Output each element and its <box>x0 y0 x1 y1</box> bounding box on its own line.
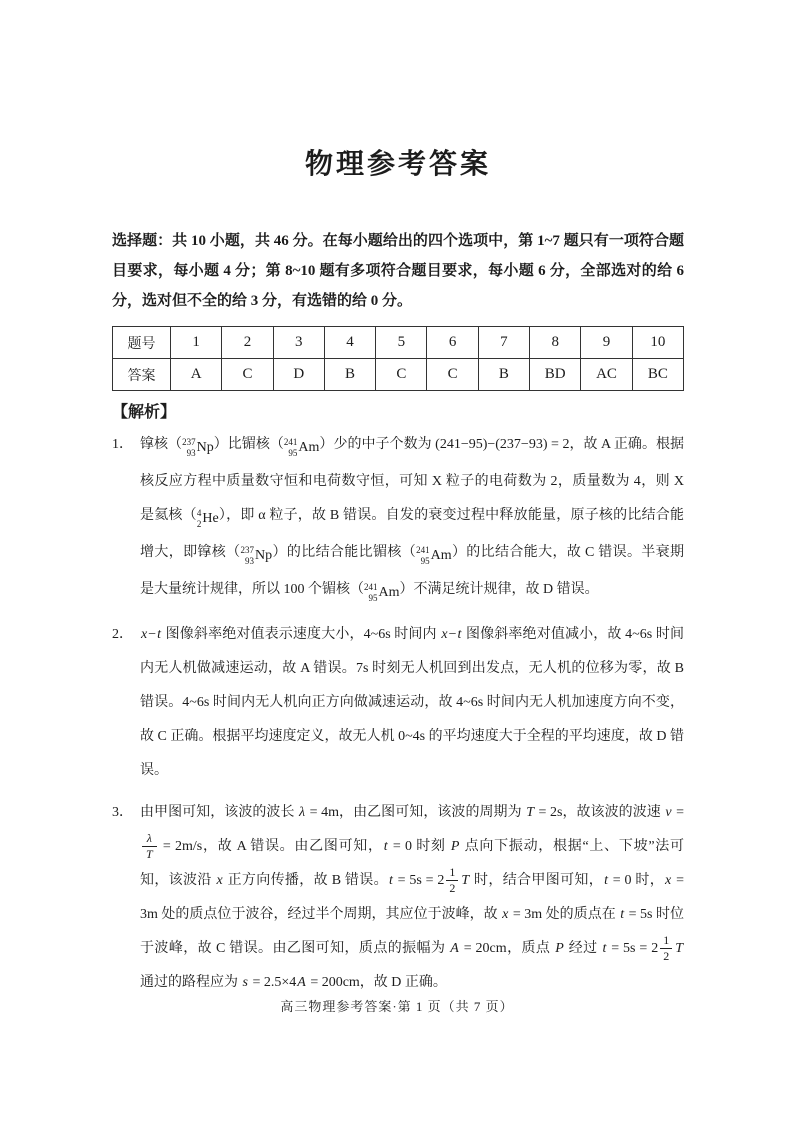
answer-cell: D <box>273 359 324 391</box>
math-variable: A <box>450 941 459 956</box>
question-number-cell: 1 <box>171 327 222 359</box>
fraction <box>142 831 157 862</box>
answer-cell: AC <box>581 359 632 391</box>
fraction: $\frac{1}{2}$ <box>446 865 458 896</box>
math-variable: x <box>216 873 223 888</box>
math-variable: λ <box>299 805 306 820</box>
math-variable: t <box>388 873 393 888</box>
math-variable: T <box>461 873 470 888</box>
answer-cell: BC <box>632 359 683 391</box>
math-variable: P <box>555 941 564 956</box>
answer-cell: C <box>376 359 427 391</box>
math-variable: T <box>146 847 153 862</box>
math-variable: v <box>665 805 672 820</box>
analysis-item <box>112 618 684 788</box>
math-variable: T <box>526 805 534 820</box>
question-number-cell: 6 <box>427 327 478 359</box>
math-variable: t <box>604 873 608 888</box>
answer-table-number-row <box>113 327 684 359</box>
answer-cell: A <box>171 359 222 391</box>
math-variable: t <box>157 627 162 642</box>
question-number-cell: 2 <box>222 327 273 359</box>
analysis-item-text: 由甲图可知，该波的波长 λ = 4m，由乙图可知，该波的周期为 T = 2s，故该波的波速 v = $\frac{\lambda}{T}$ = 2m/s，故 A 错误。由乙图可知，t = 0 时刻 P 点向下振动，根据“上、下坡”法可知，该波沿 x 正方向传播，故 B 错误。t = 5s = 2 $\frac{1}{2}$ T 时，结合甲图可知，t = 0 时，x = 3m 处的质点位于波谷，经过半个周期，其应位于波峰，故 x = 3m 处的质点在 t = 5s 时位于波峰，故 C 错误。由乙图可知，质点的振幅为 A = 20cm，质点 P 经过 t = 5s = 2 $\frac{1}{2}$ T 通过的路程应为 s = 2.5×4A = 200cm，故 D 正确。 <box>140 805 685 990</box>
answer-table <box>112 326 684 391</box>
isotope-notation: 241 95 Am <box>364 582 400 603</box>
analysis-item-number: 1． <box>112 437 133 452</box>
analysis-item-text: x−t 图像斜率绝对值表示速度大小，4~6s 时间内 x−t 图像斜率绝对值减小，故 4~6s 时间内无人机做减速运动，故 A 错误。7s 时刻无人机回到出发点，无人机的位移为零，故 B 错误。4~6s 时间内无人机向正方向做减速运动，故 4~6s 时间内无人机加速度方向不变，故 C 正确。根据平均速度定义，故无人机 0~4s 的平均速度大于全程的平均速度，故 D 错误。 <box>140 627 684 778</box>
isotope-notation: 237 93 Np <box>240 545 273 566</box>
math-variable: x <box>502 907 509 922</box>
instructions-paragraph: 选择题：共 10 小题，共 46 分。在每小题给出的四个选项中，第 1~7 题只有一项符合题目要求，每小题 4 分；第 8~10 题有多项符合题目要求，每小题 6 分，全部选对的给 6 分，选对但不全的给 3 分，有选错的给 0 分。 <box>112 233 684 309</box>
analysis-item-text: 镎核（ 237 93 Np）比镅核（ 241 95 Am）少的中子个数为 (241−95)−(237−93) = 2，故 A 正确。根据核反应方程中质量数守恒和电荷数守恒，可知 X 粒子的电荷数为 2，质量数为 4，则 X 是氦核（ 4 2 He），即 α 粒子，故 B 错误。自发的衰变过程中释放能量，原子核的比结合能增大，即镎核（ 237 93 Np）的比结合能比镅核（ 241 95 Am）的比结合能大，故 C 错误。半衰期是大量统计规律，所以 100 个镅核（ 241 95 Am）不满足统计规律，故 D 错误。 <box>140 437 684 597</box>
math-variable: A <box>297 975 306 990</box>
analysis-item <box>112 796 684 1000</box>
answer-label: 答案 <box>113 359 171 391</box>
answer-table-answer-row <box>113 359 684 391</box>
question-number-cell: 8 <box>530 327 581 359</box>
math-variable: t <box>620 907 625 922</box>
analysis-heading: 【解析】 <box>112 404 177 421</box>
math-variable: T <box>675 941 684 956</box>
question-number-cell: 10 <box>632 327 683 359</box>
question-number-cell: 3 <box>273 327 324 359</box>
answer-cell: B <box>324 359 375 391</box>
math-variable: x <box>441 627 448 642</box>
analysis-item-number: 2． <box>112 627 133 642</box>
page-content <box>112 0 684 1008</box>
answer-cell: C <box>222 359 273 391</box>
page-footer: 高三物理参考答案·第 1 页（共 7 页） <box>280 999 514 1014</box>
question-number-label: 题号 <box>113 327 171 359</box>
answer-cell: BD <box>530 359 581 391</box>
math-variable: t <box>383 839 388 854</box>
answer-cell: B <box>478 359 529 391</box>
question-number-cell: 9 <box>581 327 632 359</box>
math-variable: x <box>141 627 148 642</box>
isotope-notation: 237 93 Np <box>182 437 214 458</box>
analysis-item-number: 3． <box>112 805 133 820</box>
isotope-notation: 4 2 He <box>196 508 219 529</box>
isotope-notation: 241 95 Am <box>416 545 452 566</box>
math-variable: λ <box>146 831 152 846</box>
question-number-cell: 5 <box>376 327 427 359</box>
analysis-items <box>112 428 684 1000</box>
math-variable: P <box>450 839 460 854</box>
math-variable: s <box>242 975 248 990</box>
fraction: $\frac{1}{2}$ <box>660 933 672 964</box>
analysis-item <box>112 428 684 610</box>
math-variable: t <box>457 627 462 642</box>
question-number-cell: 7 <box>478 327 529 359</box>
isotope-notation: 241 95 Am <box>283 437 320 458</box>
math-variable: x <box>665 873 672 888</box>
answer-cell: C <box>427 359 478 391</box>
math-variable: t <box>602 941 607 956</box>
question-number-cell: 4 <box>324 327 375 359</box>
page-title: 物理参考答案 <box>304 148 491 179</box>
